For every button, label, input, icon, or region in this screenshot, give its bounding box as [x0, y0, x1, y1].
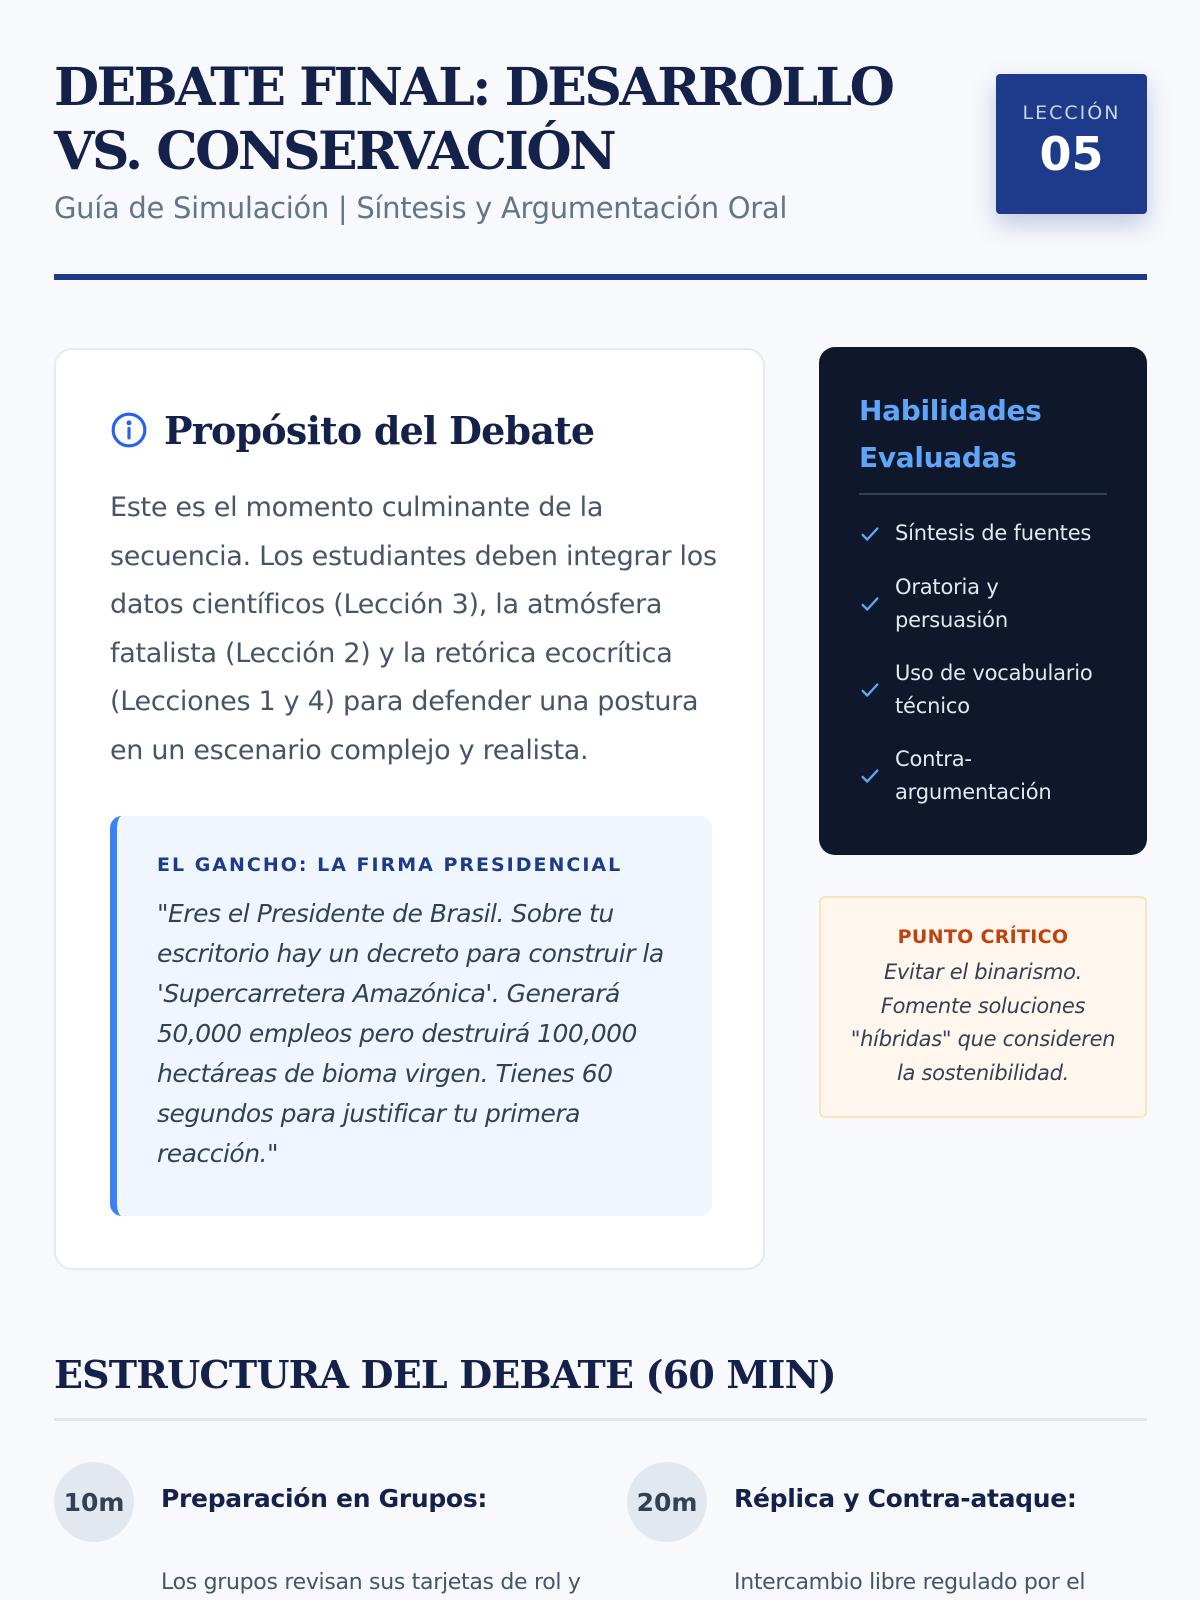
check-icon	[859, 523, 881, 545]
check-icon	[859, 765, 881, 787]
step-description: Los grupos revisan sus tarjetas de rol y	[161, 1570, 581, 1595]
skill-label: Oratoria y persuasión	[895, 575, 1008, 632]
step-time-badge: 10m	[54, 1462, 134, 1542]
hook-label: EL GANCHO: LA FIRMA PRESIDENCIAL	[157, 854, 623, 876]
hook-callout	[110, 816, 712, 1216]
purpose-text: Este es el momento culminante de la secuencia. Los estudiantes deben integrar los datos científicos (Lección 3), la atmósfera fatalista (Lección 2) y la retórica ecocrítica (Lecciones 1 y 4) para defender una postura en un escenario complejo y realista.	[110, 492, 717, 766]
purpose-heading	[110, 406, 594, 454]
check-icon	[859, 593, 881, 615]
skill-label: Síntesis de fuentes	[895, 521, 1092, 545]
structure-step	[627, 1462, 1147, 1600]
critical-point-text: Evitar el binarismo. Fomente soluciones "híbridas" que consideren la sostenibilidad.	[850, 960, 1116, 1085]
purpose-title: Propósito del Debate	[164, 407, 595, 453]
page-subtitle: Guía de Simulación | Síntesis y Argumentación Oral	[54, 191, 788, 225]
step-description: Intercambio libre regulado por el	[734, 1570, 1086, 1595]
purpose-card	[54, 348, 765, 1270]
step-time-badge: 20m	[627, 1462, 707, 1542]
info-icon	[110, 411, 148, 449]
step-title: Réplica y Contra-ataque:	[734, 1484, 1077, 1513]
skill-label: Uso de vocabulario técnico	[895, 661, 1093, 718]
skills-panel	[819, 347, 1147, 855]
skill-item	[859, 743, 1109, 809]
skill-item	[859, 657, 1109, 723]
skill-item	[859, 571, 1109, 637]
lesson-badge-label: LECCIÓN	[1022, 102, 1121, 124]
skill-label: Contra-argumentación	[895, 747, 1052, 804]
header-divider	[54, 274, 1147, 280]
structure-step	[54, 1462, 581, 1600]
skills-divider	[859, 493, 1107, 495]
page-title: DEBATE FINAL: DESARROLLO VS. CONSERVACIÓN	[54, 57, 893, 182]
step-title: Preparación en Grupos:	[161, 1484, 488, 1513]
lesson-badge-number: 05	[1039, 127, 1104, 181]
skills-title: Habilidades Evaluadas	[859, 394, 1042, 474]
critical-point-card	[819, 896, 1147, 1118]
critical-point-label: PUNTO CRÍTICO	[897, 926, 1069, 948]
structure-title: ESTRUCTURA DEL DEBATE (60 MIN)	[54, 1352, 836, 1397]
structure-divider	[54, 1418, 1147, 1421]
skill-item	[859, 517, 1109, 550]
lesson-badge	[996, 74, 1147, 214]
check-icon	[859, 679, 881, 701]
lesson-page	[54, 0, 1147, 1600]
hook-quote: "Eres el Presidente de Brasil. Sobre tu escritorio hay un decreto para construir la 'Supercarretera Amazónica'. Generará 50,000 empleos pero destruirá 100,000 hectáreas de bioma virgen. Tienes 60 segundos para justificar tu primera reacción."	[157, 899, 664, 1168]
